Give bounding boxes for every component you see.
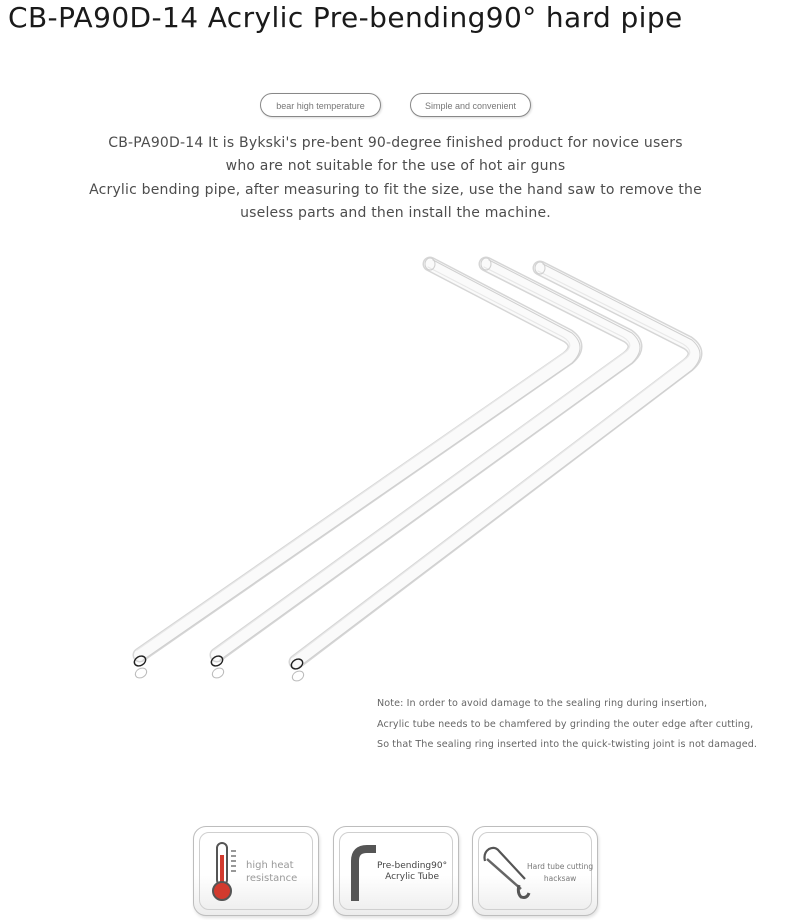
- description-line: useless parts and then install the machine.: [240, 205, 551, 221]
- note-line: So that The sealing ring inserted into the quick-twisting joint is not damaged.: [377, 739, 758, 750]
- acrylic-pipes-image: [0, 240, 791, 700]
- description-line: who are not suitable for the use of hot air guns: [225, 158, 566, 174]
- feature-card-prebent-tube: [333, 826, 459, 916]
- pipe-3: [290, 262, 700, 683]
- pipe-2: [210, 258, 640, 680]
- feature-label-line: Acrylic Tube: [385, 872, 439, 882]
- feature-label-line: hacksaw: [543, 874, 577, 883]
- thermometer-icon: [208, 841, 238, 903]
- description-line: Acrylic bending pipe, after measuring to fit the size, use the hand saw to remove the: [89, 182, 702, 198]
- feature-tag-high-temperature: bear high temperature: [260, 93, 381, 117]
- note-line: Acrylic tube needs to be chamfered by grinding the outer edge after cutting,: [377, 719, 754, 730]
- note-line: Note: In order to avoid damage to the sealing ring during insertion,: [377, 698, 708, 709]
- feature-tag-simple-convenient: Simple and convenient: [410, 93, 531, 117]
- feature-card-heat-resistance: [193, 826, 319, 916]
- bent-tube-icon: [346, 841, 380, 903]
- page-title: CB-PA90D-14 Acrylic Pre-bending90° hard pipe: [8, 1, 683, 34]
- hacksaw-icon: [481, 845, 531, 901]
- feature-card-hacksaw: [472, 826, 598, 916]
- feature-label-line: Pre-bending90°: [377, 861, 448, 871]
- feature-label-line: high heat: [246, 860, 294, 871]
- feature-label-line: resistance: [246, 873, 298, 884]
- description-line: CB-PA90D-14 It is Bykski's pre-bent 90-degree finished product for novice users: [108, 135, 683, 151]
- feature-label-line: Hard tube cutting: [527, 862, 594, 871]
